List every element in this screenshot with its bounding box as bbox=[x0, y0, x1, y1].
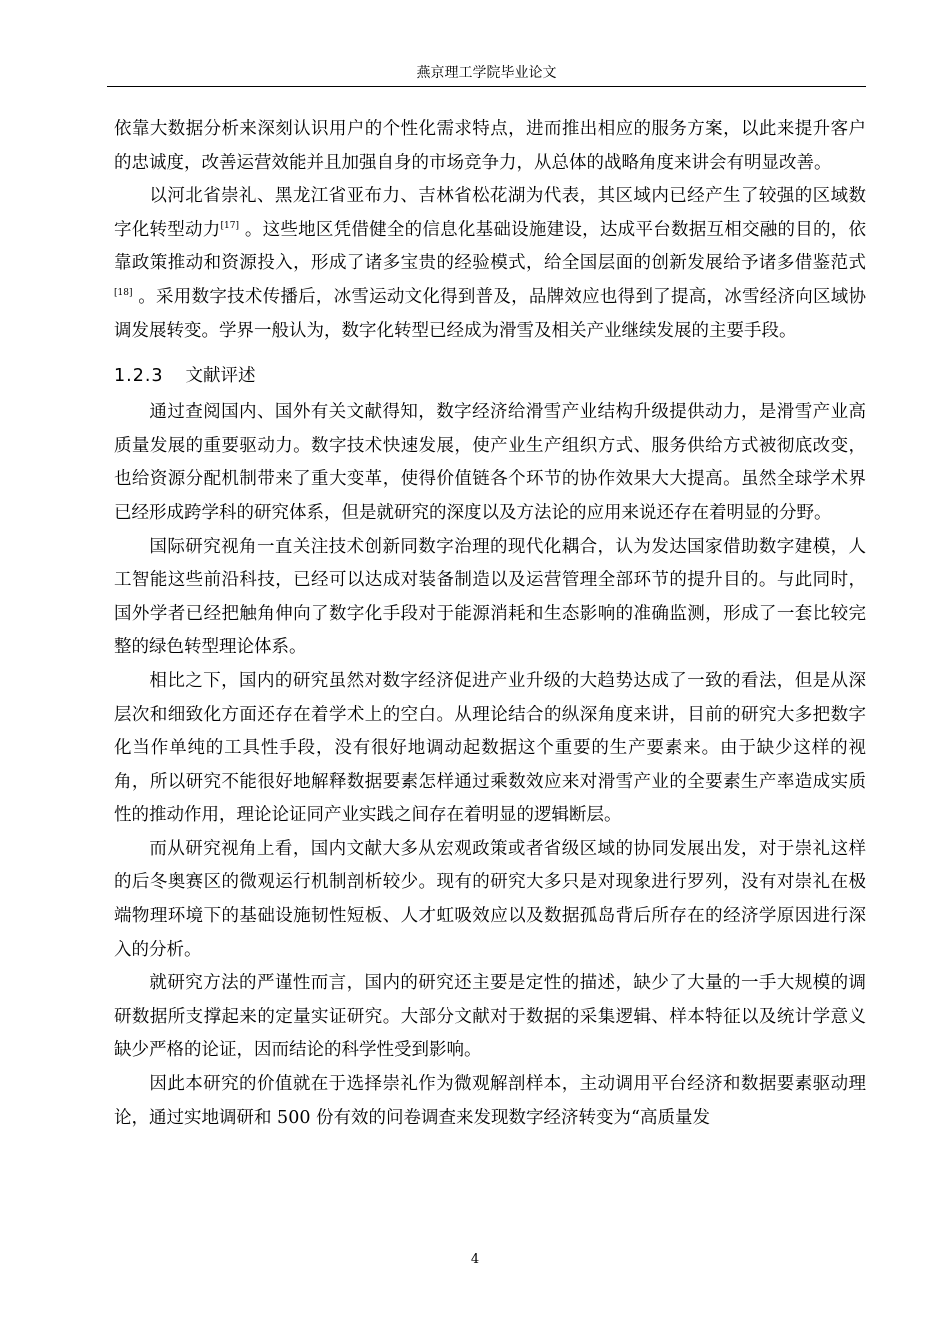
running-header: 燕京理工学院毕业论文 bbox=[416, 65, 557, 81]
paragraph: 而从研究视角上看，国内文献大多从宏观政策或者省级区域的协同发展出发，对于崇礼这样的后冬奥赛区的微观运行机制剖析较少。现有的研究大多只是对现象进行罗列，没有对崇礼在极端物理环境下的基础设施韧性短板、人才虹吸效应以及数据孤岛背后所存在的经济学原因进行深入的分析。 bbox=[114, 838, 866, 960]
paragraph: 相比之下，国内的研究虽然对数字经济促进产业升级的大趋势达成了一致的看法，但是从深层次和细致化方面还存在着学术上的空白。从理论结合的纵深角度来讲，目前的研究大多把数字化当作单纯的工具性手段，没有很好地调动起数据这个重要的生产要素来。由于缺少这样的视角，所以研究不能很好地解释数据要素怎样通过乘数效应来对滑雪产业的全要素生产率造成实质性的推动作用，理论论证同产业实践之间存在着明显的逻辑断层。 bbox=[114, 670, 866, 826]
citation: [18] bbox=[114, 287, 133, 298]
section-heading bbox=[114, 361, 866, 392]
header-divider bbox=[107, 86, 866, 87]
paragraph: 以河北省崇礼、黑龙江省亚布力、吉林省松花湖为代表，其区域内已经产生了较强的区域数字化转型动力[17] 。这些地区凭借健全的信息化基础设施建设，达成平台数据互相交融的目的，依靠政策推动和资源投入，形成了诸多宝贵的经验模式，给全国层面的创新发展给予诸多借鉴范式[18] 。采用数字技术传播后，冰雪运动文化得到普及，品牌效应也得到了提高，冰雪经济向区域协调发展转变。学界一般认为，数字化转型已经成为滑雪及相关产业继续发展的主要手段。 bbox=[114, 186, 866, 341]
paragraph: 因此本研究的价值就在于选择崇礼作为微观解剖样本，主动调用平台经济和数据要素驱动理论，通过实地调研和 500 份有效的问卷调查来发现数字经济转变为“高质量发 bbox=[114, 1074, 866, 1128]
paragraph: 国际研究视角一直关注技术创新同数字治理的现代化耦合，认为发达国家借助数字建模，人工智能这些前沿科技，已经可以达成对装备制造以及运营管理全部环节的提升目的。与此同时，国外学者已经把触角伸向了数字化手段对于能源消耗和生态影响的准确监测，形成了一套比较完整的绿色转型理论体系。 bbox=[114, 536, 866, 658]
paragraph: 就研究方法的严谨性而言，国内的研究还主要是定性的描述，缺少了大量的一手大规模的调研数据所支撑起来的定量实证研究。大部分文献对于数据的采集逻辑、样本特征以及统计学意义缺少严格的论证，因而结论的科学性受到影响。 bbox=[114, 973, 866, 1061]
page-number: 4 bbox=[470, 1252, 480, 1267]
section-number: 1.2.3 bbox=[114, 366, 164, 387]
citation: [17] bbox=[220, 220, 240, 231]
paragraph: 通过查阅国内、国外有关文献得知，数字经济给滑雪产业结构升级提供动力，是滑雪产业高质量发展的重要驱动力。数字技术快速发展，使产业生产组织方式、服务供给方式被彻底改变，也给资源分配机制带来了重大变革，使得价值链各个环节的协作效果大大提高。虽然全球学术界已经形成跨学科的研究体系，但是就研究的深度以及方法论的应用来说还存在着明显的分野。 bbox=[114, 402, 866, 523]
page-body bbox=[114, 113, 866, 1135]
paragraph: 依靠大数据分析来深刻认识用户的个性化需求特点，进而推出相应的服务方案，以此来提升客户的忠诚度，改善运营效能并且加强自身的市场竞争力，从总体的战略角度来讲会有明显改善。 bbox=[114, 119, 866, 173]
section-title: 文献评述 bbox=[185, 366, 256, 387]
